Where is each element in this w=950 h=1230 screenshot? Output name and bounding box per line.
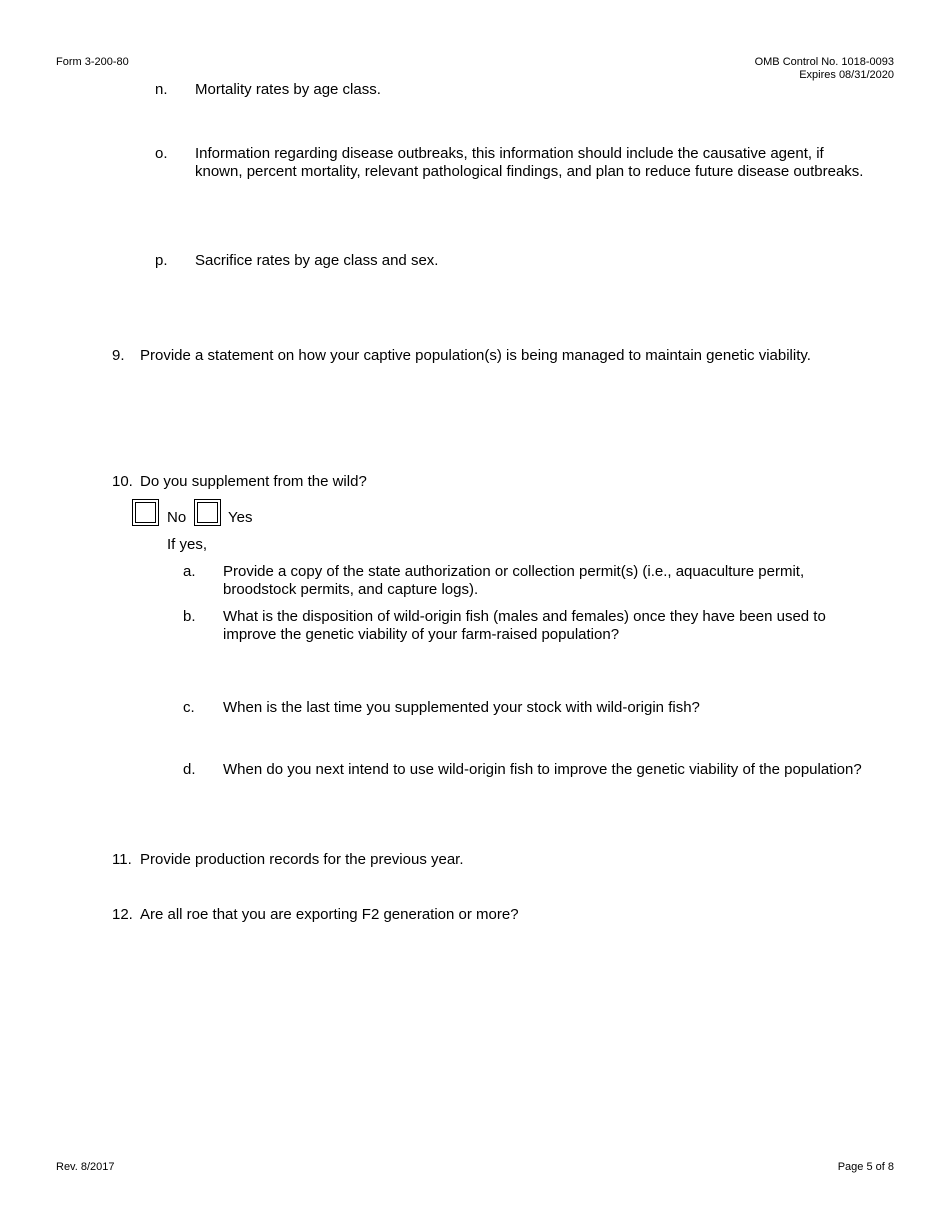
item-o-text-line1: Information regarding disease outbreaks, this information should include the causative agent, if <box>195 145 824 162</box>
question-10b-marker: b. <box>183 608 196 625</box>
item-o-marker: o. <box>155 145 168 162</box>
question-10b-text-line1: What is the disposition of wild-origin fish (males and females) once they have been used to <box>223 608 826 625</box>
question-10c-text: When is the last time you supplemented your stock with wild-origin fish? <box>223 699 700 716</box>
no-checkbox[interactable] <box>132 499 159 526</box>
question-10d-text: When do you next intend to use wild-origin fish to improve the genetic viability of the population? <box>223 761 862 778</box>
item-n-text: Mortality rates by age class. <box>195 81 381 98</box>
question-10a-text-line1: Provide a copy of the state authorization or collection permit(s) (i.e., aquaculture permit, <box>223 563 805 580</box>
omb-control-number: OMB Control No. 1018-0093 <box>754 56 894 68</box>
question-9-text: Provide a statement on how your captive population(s) is being managed to maintain genetic viability. <box>140 347 811 364</box>
item-n-marker: n. <box>155 81 168 98</box>
yes-checkbox[interactable] <box>194 499 221 526</box>
no-label: No <box>167 509 187 526</box>
question-10-text: Do you supplement from the wild? <box>140 473 367 490</box>
yes-label: Yes <box>228 509 253 526</box>
question-10c-marker: c. <box>183 699 195 716</box>
item-p-marker: p. <box>155 252 168 269</box>
item-p-text: Sacrifice rates by age class and sex. <box>195 252 439 269</box>
revision-date: Rev. 8/2017 <box>56 1161 115 1173</box>
question-10d-marker: d. <box>183 761 196 778</box>
page-number: Page 5 of 8 <box>837 1161 894 1173</box>
question-9-number: 9. <box>112 347 125 364</box>
form-number: Form 3-200-80 <box>56 56 129 68</box>
question-11-text: Provide production records for the previous year. <box>140 851 464 868</box>
question-12-text: Are all roe that you are exporting F2 generation or more? <box>140 906 519 923</box>
question-12-number: 12. <box>112 906 133 923</box>
if-yes-label: If yes, <box>167 536 208 553</box>
question-10b-text-line2: improve the genetic viability of your farm-raised population? <box>223 626 620 643</box>
question-10-number: 10. <box>112 473 133 490</box>
question-11-number: 11. <box>112 851 132 868</box>
question-10a-marker: a. <box>183 563 196 580</box>
question-10a-text-line2: broodstock permits, and capture logs). <box>223 581 479 598</box>
expiration-date: Expires 08/31/2020 <box>799 69 894 81</box>
item-o-text-line2: known, percent mortality, relevant pathological findings, and plan to reduce future disease outbreaks. <box>195 163 864 180</box>
